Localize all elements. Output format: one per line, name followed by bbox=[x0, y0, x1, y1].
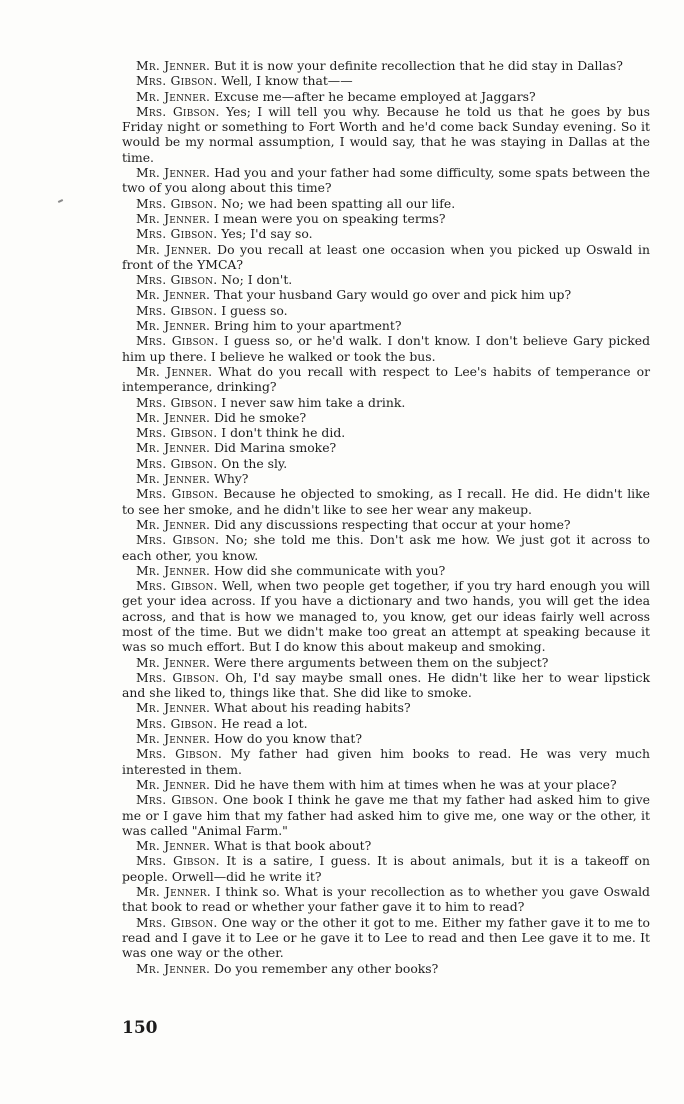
speech-text: Did any discussions respecting that occur at your home? bbox=[214, 516, 571, 532]
speaker-label: Mrs. Gibson. bbox=[136, 578, 218, 594]
testimony-paragraph bbox=[122, 104, 650, 165]
testimony-paragraph bbox=[122, 395, 650, 410]
testimony-paragraph bbox=[122, 838, 650, 853]
speaker-label: Mr. Jenner. bbox=[136, 884, 211, 900]
testimony-paragraph bbox=[122, 486, 650, 517]
speech-text: I think so. What is your recollection as to whether you gave Oswald that book to read or whether your father gave it to him to read? bbox=[122, 884, 650, 915]
speech-text: But it is now your definite recollection that he did stay in Dallas? bbox=[214, 58, 623, 73]
testimony-paragraph bbox=[122, 746, 650, 777]
speaker-label: Mr. Jenner. bbox=[136, 210, 211, 226]
speaker-label: Mrs. Gibson. bbox=[136, 425, 218, 441]
testimony-paragraph bbox=[122, 410, 650, 425]
speech-text: No; I don't. bbox=[221, 272, 293, 288]
speaker-label: Mrs. Gibson. bbox=[136, 715, 218, 731]
speech-text: It is a satire, I guess. It is about animals, but it is a takeoff on people. Orwell—did he write it? bbox=[122, 853, 650, 884]
speaker-label: Mr. Jenner. bbox=[136, 88, 211, 104]
speech-text: Bring him to your apartment? bbox=[214, 318, 402, 334]
testimony-paragraph bbox=[122, 89, 650, 104]
speaker-label: Mrs. Gibson. bbox=[136, 914, 218, 930]
testimony-paragraph bbox=[122, 716, 650, 731]
testimony-paragraph bbox=[122, 165, 650, 196]
speech-text: Were there arguments between them on the subject? bbox=[214, 654, 549, 670]
speaker-label: Mrs. Gibson. bbox=[136, 853, 220, 869]
speech-text: What about his reading habits? bbox=[214, 700, 411, 716]
testimony-paragraph bbox=[122, 532, 650, 563]
testimony-paragraph bbox=[122, 211, 650, 226]
testimony-paragraph bbox=[122, 731, 650, 746]
testimony-paragraph bbox=[122, 777, 650, 792]
speaker-label: Mrs. Gibson. bbox=[136, 226, 218, 242]
page-number: 150 bbox=[122, 1018, 158, 1038]
speech-text: Do you recall at least one occasion when you picked up Oswald in front of the YMCA? bbox=[122, 241, 650, 272]
speech-text: How do you know that? bbox=[214, 731, 363, 747]
speech-text: Yes; I'd say so. bbox=[221, 226, 313, 242]
speaker-label: Mr. Jenner. bbox=[136, 409, 211, 425]
speaker-label: Mrs. Gibson. bbox=[136, 486, 219, 502]
testimony-paragraph bbox=[122, 242, 650, 273]
speech-text: Did Marina smoke? bbox=[214, 440, 337, 456]
testimony-paragraph bbox=[122, 655, 650, 670]
speech-text: No; she told me this. Don't ask me how. We just got it across to each other, you know. bbox=[122, 532, 650, 563]
testimony-paragraph bbox=[122, 670, 650, 701]
speaker-label: Mr. Jenner. bbox=[136, 318, 211, 334]
speech-text: Well, when two people get together, if you try hard enough you will get your idea across. If you have a dictionary and two hands, you will get the idea across, and that is how we managed to, you know, get our ideas fairly well across most of the time. But we didn't make too great an attempt at speaking because it was so much effort. But I do know this about makeup and smoking. bbox=[122, 578, 650, 655]
speech-text: One book I think he gave me that my father had asked him to give me or I gave him that my father had asked him to give me, one way or the other, it was called "Animal Farm." bbox=[122, 792, 650, 838]
speech-text: My father had given him books to read. He was very much interested in them. bbox=[122, 746, 650, 777]
testimony-paragraph bbox=[122, 700, 650, 715]
stray-mark bbox=[58, 199, 63, 203]
speaker-label: Mr. Jenner. bbox=[136, 58, 211, 73]
testimony-paragraph bbox=[122, 578, 650, 654]
speaker-label: Mr. Jenner. bbox=[136, 516, 211, 532]
speech-text: How did she communicate with you? bbox=[214, 562, 446, 578]
testimony-paragraph bbox=[122, 853, 650, 884]
testimony-paragraph bbox=[122, 961, 650, 976]
testimony-paragraph bbox=[122, 440, 650, 455]
speaker-label: Mr. Jenner. bbox=[136, 562, 211, 578]
speaker-label: Mrs. Gibson. bbox=[136, 73, 218, 89]
speaker-label: Mrs. Gibson. bbox=[136, 669, 220, 685]
speaker-label: Mrs. Gibson. bbox=[136, 746, 222, 762]
testimony-paragraph bbox=[122, 58, 650, 73]
speaker-label: Mrs. Gibson. bbox=[136, 532, 220, 548]
speech-text: One way or the other it got to me. Either my father gave it to me to read and I gave it to Lee or he gave it to Lee to read and then Lee gave it to me. It was one way or the other. bbox=[122, 914, 650, 961]
speech-text: I don't think he did. bbox=[221, 425, 346, 441]
speech-text: That your husband Gary would go over and pick him up? bbox=[214, 287, 572, 303]
speech-text: What is that book about? bbox=[214, 838, 372, 854]
speech-text: I guess so, or he'd walk. I don't know. I don't believe Gary picked him up there. I believe he walked or took the bus. bbox=[122, 333, 650, 364]
speaker-label: Mrs. Gibson. bbox=[136, 195, 218, 211]
speaker-label: Mr. Jenner. bbox=[136, 731, 211, 747]
speaker-label: Mr. Jenner. bbox=[136, 654, 211, 670]
speech-text: On the sly. bbox=[221, 455, 288, 471]
testimony-paragraph bbox=[122, 425, 650, 440]
speaker-label: Mr. Jenner. bbox=[136, 440, 211, 456]
speech-text: Excuse me—after he became employed at Jaggars? bbox=[214, 88, 536, 104]
transcript-body bbox=[122, 58, 650, 976]
speaker-label: Mr. Jenner. bbox=[136, 471, 211, 487]
speech-text: I mean were you on speaking terms? bbox=[214, 210, 446, 226]
testimony-paragraph bbox=[122, 792, 650, 838]
speech-text: No; we had been spatting all our life. bbox=[221, 195, 456, 211]
speech-text: Did he have them with him at times when he was at your place? bbox=[214, 776, 617, 792]
testimony-paragraph bbox=[122, 196, 650, 211]
speaker-label: Mrs. Gibson. bbox=[136, 394, 218, 410]
testimony-paragraph bbox=[122, 333, 650, 364]
speech-text: Because he objected to smoking, as I recall. He did. He didn't like to see her smoke, and he didn't like to see her wear any makeup. bbox=[122, 486, 650, 517]
speech-text: I never saw him take a drink. bbox=[221, 394, 406, 410]
testimony-paragraph bbox=[122, 318, 650, 333]
speaker-label: Mr. Jenner. bbox=[136, 700, 211, 716]
speech-text: Had you and your father had some difficulty, some spats between the two of you along about this time? bbox=[122, 165, 650, 196]
speech-text: Oh, I'd say maybe small ones. He didn't like her to wear lipstick and she liked to, things like that. She did like to smoke. bbox=[122, 669, 650, 701]
speech-text: I guess so. bbox=[221, 302, 288, 318]
speech-text: Yes; I will tell you why. Because he told us that he goes by bus Friday night or something to Fort Worth and he'd come back Sunday evening. So it would be my normal assumption, I would say, that he was staying in Dallas at the time. bbox=[122, 103, 650, 165]
speech-text: He read a lot. bbox=[221, 715, 308, 731]
testimony-paragraph bbox=[122, 517, 650, 532]
speaker-label: Mr. Jenner. bbox=[136, 838, 211, 854]
speaker-label: Mrs. Gibson. bbox=[136, 272, 218, 288]
speech-text: Did he smoke? bbox=[214, 409, 307, 425]
speech-text: Why? bbox=[214, 471, 249, 487]
speaker-label: Mr. Jenner. bbox=[136, 776, 211, 792]
speaker-label: Mr. Jenner. bbox=[136, 363, 213, 379]
testimony-paragraph bbox=[122, 884, 650, 915]
speaker-label: Mr. Jenner. bbox=[136, 960, 211, 976]
testimony-paragraph bbox=[122, 303, 650, 318]
testimony-paragraph bbox=[122, 287, 650, 302]
testimony-paragraph bbox=[122, 272, 650, 287]
testimony-paragraph bbox=[122, 456, 650, 471]
testimony-paragraph bbox=[122, 915, 650, 961]
speech-text: What do you recall with respect to Lee's habits of temperance or intemperance, drinking? bbox=[122, 363, 650, 395]
speaker-label: Mrs. Gibson. bbox=[136, 333, 219, 349]
speaker-label: Mrs. Gibson. bbox=[136, 792, 219, 808]
testimony-paragraph bbox=[122, 563, 650, 578]
speaker-label: Mrs. Gibson. bbox=[136, 455, 218, 471]
speaker-label: Mr. Jenner. bbox=[136, 287, 211, 303]
speaker-label: Mrs. Gibson. bbox=[136, 103, 220, 119]
speaker-label: Mrs. Gibson. bbox=[136, 302, 218, 318]
testimony-paragraph bbox=[122, 364, 650, 395]
testimony-paragraph bbox=[122, 73, 650, 88]
speech-text: Do you remember any other books? bbox=[214, 960, 439, 976]
speaker-label: Mr. Jenner. bbox=[136, 165, 211, 181]
speaker-label: Mr. Jenner. bbox=[136, 241, 212, 257]
testimony-paragraph bbox=[122, 471, 650, 486]
testimony-paragraph bbox=[122, 226, 650, 241]
speech-text: Well, I know that—— bbox=[221, 73, 353, 89]
